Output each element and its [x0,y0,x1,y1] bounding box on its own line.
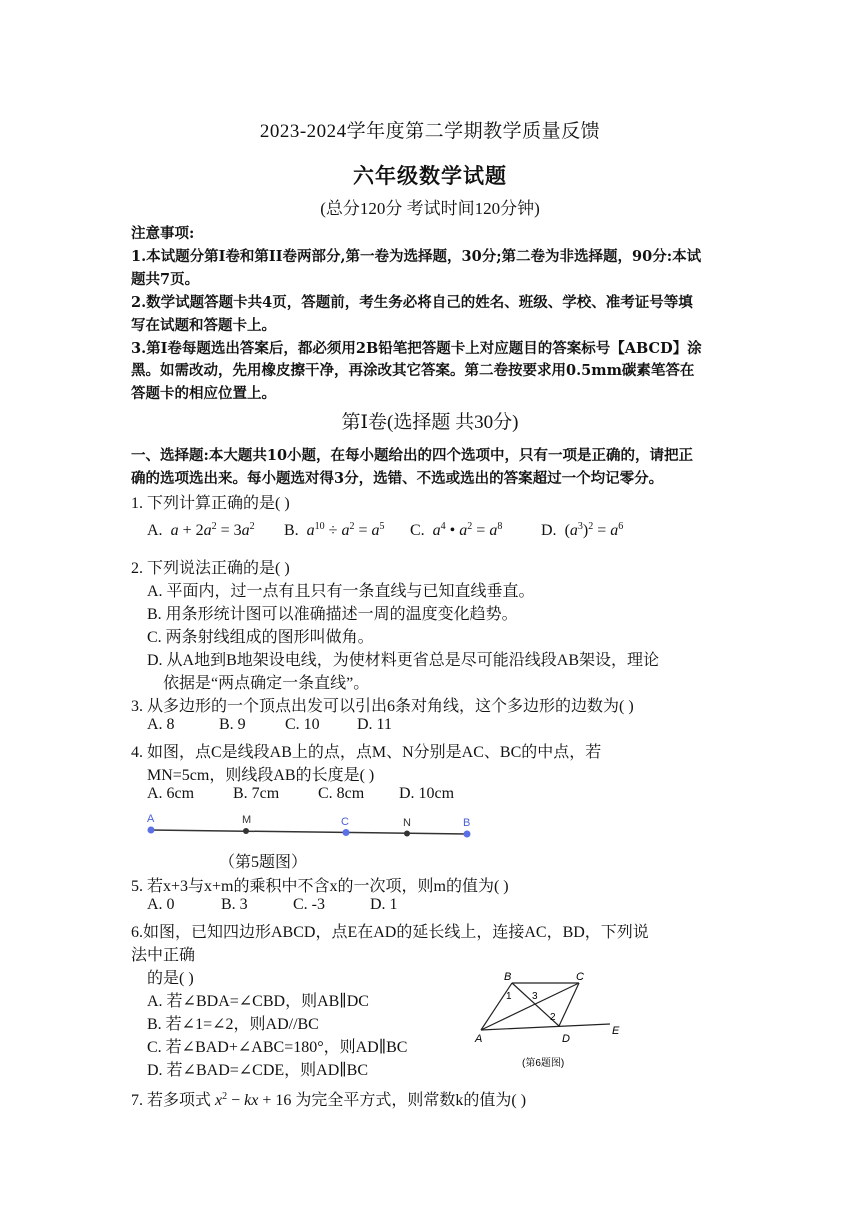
angle-2-label: 2 [550,1012,556,1023]
point-n-dot [404,831,410,837]
vertex-b-label: B [504,971,512,983]
option-label: B. [284,522,299,539]
question-2-option-d-cont: 依据是“两点确定一条直线”。 [163,675,370,692]
point-a-dot [148,827,155,834]
section-title: 第Ⅰ卷(选择题 共30分) [341,412,519,433]
point-a-label: A [147,813,155,825]
option-label: C. [410,522,425,539]
option-formula: $a^{10} \div a^2 = a^5$ [306,521,385,539]
option-formula: $a^4$ • $a^2 = a^8$ [432,521,503,539]
option-formula: $(a^3)^2 = a^6$ [560,521,624,539]
question-1-stem: 1. 下列计算正确的是( ) [131,495,290,512]
point-m-label: M [242,814,252,826]
question-3-stem: 3. 从多边形的一个顶点出发可以引出6条对角线，这个多边形的边数为( ) [131,698,634,715]
question-4-option-c: C. 8cm [318,785,365,802]
question-3-option-b: B. 9 [219,716,246,733]
notes-heading: 注意事项: [131,225,195,242]
question-5-option-a: A. 0 [147,896,175,913]
segment-ab-line [151,830,467,834]
notes-line: 3.第Ⅰ卷每题选出答案后，都必须用2B铅笔把答题卡上对应题目的答案标号【ABCD】涂 [131,340,702,357]
question-2-option-a: A. 平面内，过一点有且只有一条直线与已知直线垂直。 [147,583,535,600]
question-2-option-b: B. 用条形统计图可以准确描述一周的温度变化趋势。 [147,606,518,623]
vertex-d-label: D [562,1033,570,1045]
question-6-option-c: C. 若∠BAD+∠ABC=180°，则AD∥BC [147,1039,408,1056]
notes-line: 题共7页。 [131,271,200,288]
figure-5-caption: （第5题图） [219,854,308,871]
section-intro-line: 一、选择题:本大题共10小题，在每小题给出的四个选项中，只有一项是正确的，请把正 [131,447,694,464]
point-b-dot [464,831,471,838]
question-6-option-b: B. 若∠1=∠2，则AD//BC [147,1016,319,1033]
diagonal-ac [481,983,579,1030]
question-6-stem-cont: 的是( ) [147,970,194,987]
point-n-label: N [403,817,411,829]
question-5-stem: 5. 若x+3与x+m的乘积中不含x的一次项，则m的值为( ) [131,878,509,895]
question-7-stem-prefix: 7. 若多项式 [131,1092,212,1109]
question-1-option-c [410,522,502,540]
vertex-a-label: A [475,1033,483,1045]
question-3-option-d: D. 11 [357,716,392,733]
option-label: D. [541,522,557,539]
question-5-option-c: C. -3 [293,896,325,913]
question-7-stem [131,1087,526,1110]
segment-figure [140,810,480,846]
question-3-option-c: C. 10 [285,716,320,733]
point-b-label: B [463,817,471,829]
figure-6-caption: (第6题图) [522,1058,565,1069]
question-6-option-d: D. 若∠BAD=∠CDE，则AD∥BC [147,1062,369,1079]
segment-cd [559,983,579,1026]
question-4-option-d: D. 10cm [399,785,455,802]
question-2-option-d: D. 从A地到B地架设电线，为使材料更省总是尽可能沿线段AB架设，理论 [147,652,660,669]
question-1-option-d [541,522,623,540]
question-5-option-b: B. 3 [221,896,248,913]
question-6-option-a: A. 若∠BDA=∠CBD，则AB∥DC [147,993,369,1010]
notes-line: 黑。如需改动，先用橡皮擦干净，再涂改其它答案。第二卷按要求用0.5mm碳素笔答在 [131,362,695,379]
question-1-option-b [284,522,384,540]
question-6-stem: 6.如图，已知四边形ABCD，点E在AD的延长线上，连接AC，BD，下列说 [131,924,649,941]
notes-line: 答题卡的相应位置上。 [131,385,276,402]
option-label: A. [147,522,163,539]
point-c-label: C [341,816,349,828]
point-c-dot [343,829,350,836]
question-7-formula: $x^2$ − kx + 16 [215,1091,296,1109]
exam-info: (总分120分 考试时间120分钟) [320,199,540,218]
exam-subject-title: 六年级数学试题 [353,164,507,188]
vertex-c-label: C [576,971,584,983]
notes-line: 1.本试题分第Ⅰ卷和第II卷两部分,第一卷为选择题，30分;第二卷为非选择题，90分:本试 [131,248,702,265]
notes-line: 写在试题和答题卡上。 [131,317,276,334]
question-3-option-a: A. 8 [147,716,175,733]
point-m-dot [243,828,249,834]
question-4-option-a: A. 6cm [147,785,195,802]
section-intro-line: 确的选项选出来。每小题选对得3分，选错、不选或选出的答案超过一个均记零分。 [131,470,664,487]
question-2-stem: 2. 下列说法正确的是( ) [131,560,290,577]
quadrilateral-figure [470,968,630,1073]
question-2-option-c: C. 两条射线组成的图形叫做角。 [147,629,374,646]
question-6-stem-cont: 法中正确 [131,947,196,964]
question-1-option-a [147,522,255,540]
notes-line: 2.数学试题答题卡共4页，答题前，考生务必将自己的姓名、班级、学校、准考证号等填 [131,294,693,311]
angle-3-label: 3 [532,991,538,1002]
angle-1-label: 1 [506,991,512,1002]
question-7-stem-suffix: 为完全平方式，则常数k的值为( ) [295,1092,527,1109]
question-4-stem-cont: MN=5cm，则线段AB的长度是( ) [147,767,375,784]
question-4-option-b: B. 7cm [233,785,280,802]
vertex-e-label: E [612,1025,620,1037]
exam-header-title: 2023-2024学年度第二学期教学质量反馈 [259,121,601,142]
question-4-stem: 4. 如图，点C是线段AB上的点，点M、N分别是AC、BC的中点，若 [131,744,602,761]
option-formula: $a + 2a^2 = 3a^2$ [170,521,255,539]
segment-ae [481,1024,610,1030]
question-5-option-d: D. 1 [370,896,398,913]
